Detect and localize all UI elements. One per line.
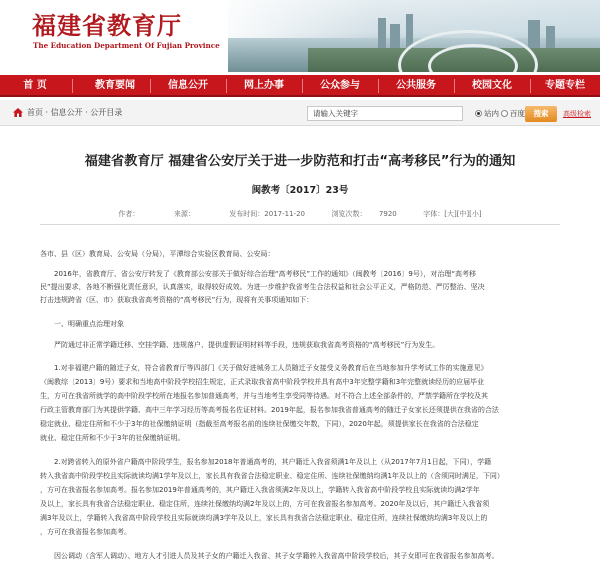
- site-logo-title[interactable]: 福建省教育厅: [32, 11, 182, 40]
- site-logo-subtitle: The Education Department Of Fujian Province: [33, 41, 220, 50]
- paragraph-line: 民”提出要求，各地不断强化责任意识，认真落实，取得较好成效。为进一步维护我省考生合法权益和社会公平正义，严格防范、严厉整治、坚决: [40, 283, 485, 291]
- paragraph-line: 及以上，家长具有我省合法稳定职业、稳定住所，连续社保缴纳均满2年及以上的，方可在我省报名参加高考。2020年及以后，其户籍迁入我省须: [40, 500, 490, 508]
- nav-item-special-topics[interactable]: 专题专栏: [545, 80, 585, 91]
- nav-item-public-services[interactable]: 公共服务: [396, 80, 436, 91]
- nav-item-home[interactable]: 首 页: [23, 80, 47, 91]
- paragraph-line: 稳定就业、稳定住所和不少于3年的社保缴纳证明（指截至高考报名前的连续社保缴交年数，下同），2020年起，须提供家长在我省的合法稳定: [40, 420, 479, 428]
- author-label: 作者：: [118, 210, 140, 218]
- article-meta: [0, 209, 600, 219]
- source-label: 来源：: [173, 210, 195, 218]
- search-button[interactable]: 搜索: [525, 106, 557, 122]
- header-banner-image: [228, 0, 600, 72]
- salutation-line: 各市、县（区）教育局、公安局（分局），平潭综合实验区教育局、公安局：: [40, 250, 275, 258]
- nav-item-online-services[interactable]: 网上办事: [244, 80, 284, 91]
- paragraph-line: 1.对非福建户籍的随迁子女，符合省教育厅等四部门《关于做好进城务工人员随迁子女接受义务教育后在当地参加升学考试工作的实施意见》: [54, 364, 488, 372]
- radio-site-search[interactable]: [475, 110, 482, 117]
- section-heading: 一、明确重点治理对象: [54, 320, 124, 328]
- advanced-search-link[interactable]: 高级检索: [563, 110, 591, 118]
- paragraph-line: 2016年，省教育厅、省公安厅转发了《教育部公安部关于做好综合治理“高考移民”工作的通知》（闽教考〔2016〕9号），对治理“高考移: [54, 270, 476, 278]
- paragraph-line: ，方可在我省报名参加高考。: [40, 528, 131, 536]
- radio-baidu-label: 百度: [510, 109, 525, 118]
- font-size-medium[interactable]: [中]: [456, 210, 470, 218]
- views-count: 7920: [378, 210, 397, 218]
- site-header: [0, 0, 600, 72]
- radio-site-label: 站内: [484, 109, 499, 118]
- main-navigation: [0, 75, 600, 97]
- paragraph-line: ，方可在我省报名参加高考。报名参加2019年普通高考的，其户籍迁入我省须满2年及以上，学籍转入我省高中阶段学校且实际就读均满2学年: [40, 486, 480, 494]
- paragraph-line: 严防通过非正常学籍迁移、空挂学籍、违规落户、提供虚假证明材料等手段，违规获取我省高考资格的“高考移民”行为发生。: [54, 341, 440, 349]
- paragraph-line: （闽教综〔2013〕9号）要求和当地高中阶段学校招生规定，正式录取我省高中阶段学校并具有高中3年完整学籍和3年完整就读经历的应届毕业: [40, 378, 485, 386]
- paragraph-line: 行政主管教育部门为其提供学籍、高中三年学习经历等高考报名佐证材料。2019年起，报名参加我省普通高考的随迁子女家长还须提供在我省的合法: [40, 406, 499, 414]
- document-number: 闽教考〔2017〕23号: [251, 185, 349, 196]
- search-input[interactable]: 请输入关键字: [307, 106, 463, 121]
- paragraph-line: 打击违规跨省（区、市）获取我省高考资格的“高考移民”行为，现将有关事项通知如下：: [40, 296, 314, 304]
- paragraph-line: 就业、稳定住所和不少于3年的社保缴纳证明。: [40, 434, 185, 442]
- paragraph-line: 转入我省高中阶段学校且实际就读均满1学年及以上，家长具有我省合法稳定职业、稳定住所、连续社保缴纳均满1年及以上的（含须同时满足，下同）: [40, 472, 504, 480]
- paragraph-line: 2.对跨省转入的原外省户籍高中阶段学生，报名参加2018年普通高考的，其户籍迁入我省须满1年及以上（从2017年7月1日起，下同），学籍: [54, 458, 492, 466]
- paragraph-line: 因公调动（含军人调动）、地方人才引进人员及其子女的户籍迁入我省、其子女学籍转入我省高中阶段学校后，其子女即可在我省报名参加高考。: [54, 552, 499, 560]
- home-icon: [13, 108, 23, 117]
- paragraph-line: 满3年及以上，学籍转入我省高中阶段学校且实际就读均满3学年及以上，家长具有我省合法稳定职业、稳定住所，连续社保缴纳均满3年及以上的: [40, 514, 488, 522]
- paragraph-line: 生，方可在我省所就学的高中阶段学校所在地报名参加普通高考，并与当地考生享受同等待遇。对不符合上述全部条件的，严禁学籍所在学校及其: [40, 392, 488, 400]
- nav-item-info-disclosure[interactable]: 信息公开: [168, 80, 208, 91]
- article-title: 福建省教育厅 福建省公安厅关于进一步防范和打击“高考移民”行为的通知: [84, 154, 516, 169]
- nav-item-campus-culture[interactable]: 校园文化: [472, 80, 512, 91]
- font-size-label: 字体：: [423, 210, 445, 218]
- meta-divider: [40, 224, 560, 225]
- font-size-small[interactable]: [小]: [469, 210, 482, 218]
- nav-item-education-news[interactable]: 教育要闻: [95, 80, 135, 91]
- publish-date: 2017-11-20: [264, 210, 305, 218]
- font-size-large[interactable]: [大]: [444, 210, 457, 218]
- views-label: 浏览次数：: [331, 210, 367, 218]
- radio-baidu-search[interactable]: [501, 110, 508, 117]
- location-and-search-bar: [0, 100, 600, 126]
- nav-item-public-participation[interactable]: 公众参与: [320, 80, 360, 91]
- breadcrumb[interactable]: 首页 · 信息公开 · 公开目录: [27, 108, 123, 117]
- publish-date-label: 发布时间：: [229, 210, 265, 218]
